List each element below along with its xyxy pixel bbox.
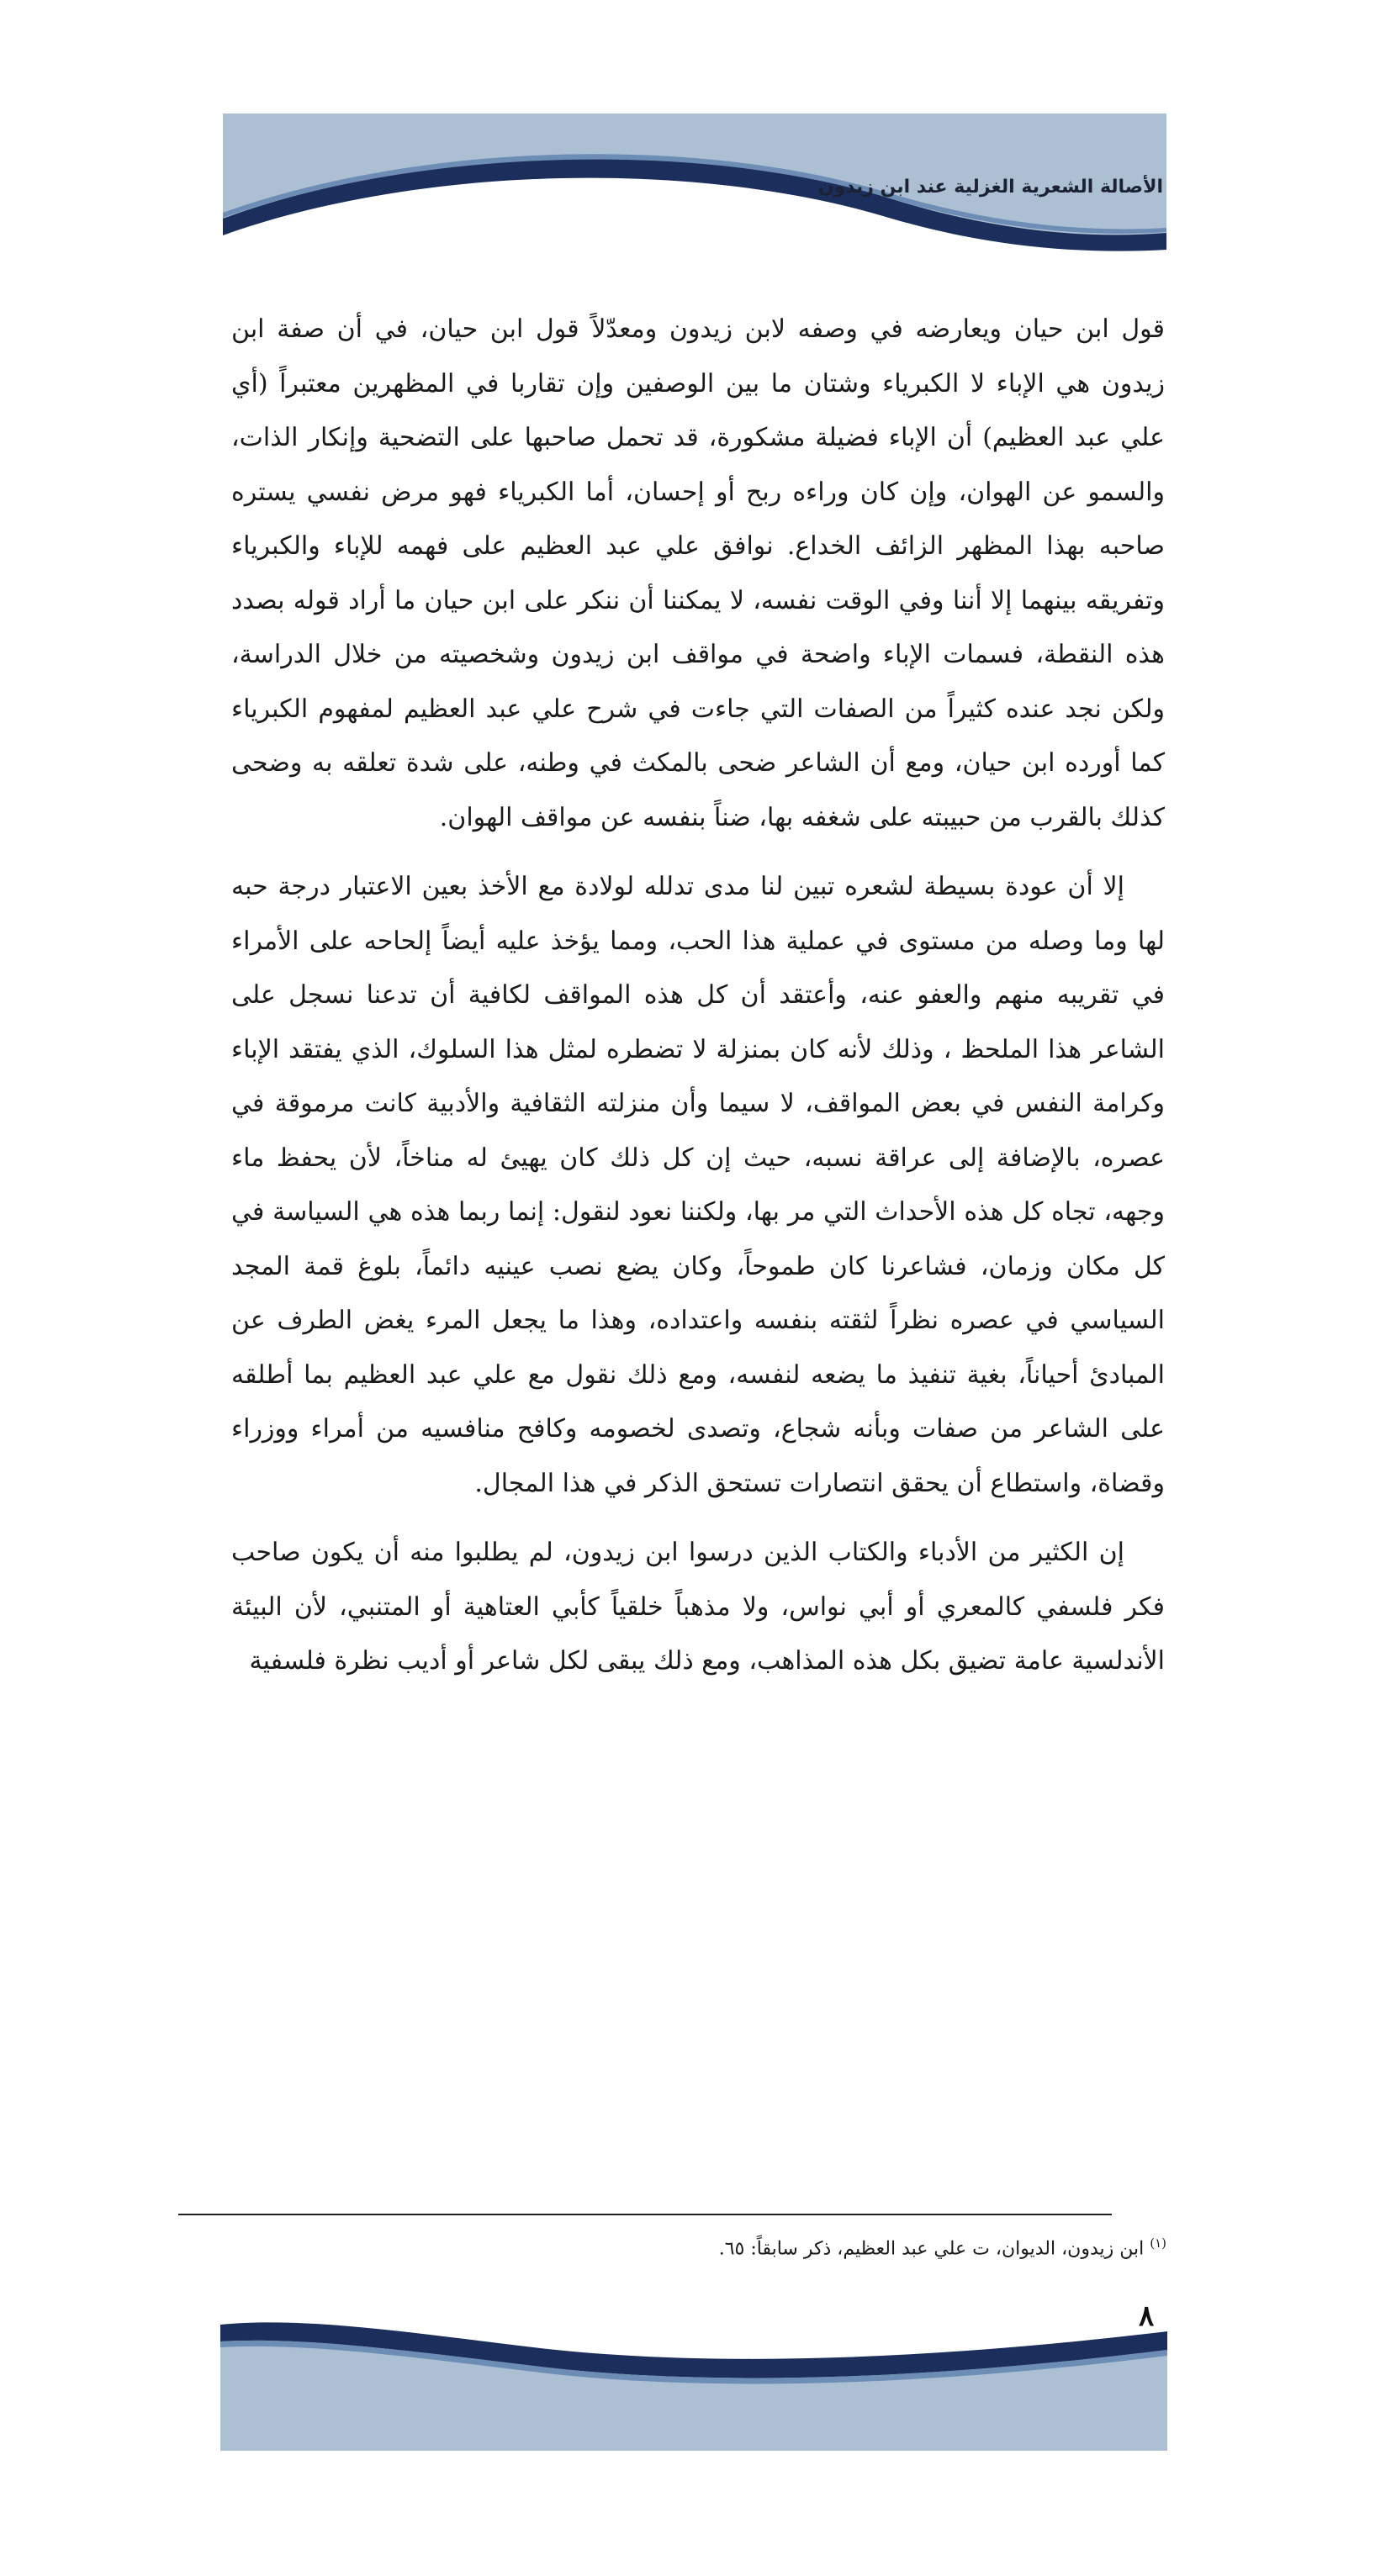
footer-wave-decoration xyxy=(220,2274,1167,2451)
footer-band xyxy=(220,2274,1167,2451)
paragraph-1: قول ابن حيان ويعارضه في وصفه لابن زيدون ومعدّلاً قول ابن حيان، في أن صفة ابن زيدون هي الإباء لا الكبرياء وشتان ما بين الوصفين وإن تقاربا في المظهرين معتبراً (أي علي عبد العظيم) أن الإباء فضيلة مشكورة، قد تحمل صاحبها على التضحية وإنكار الذات، والسمو عن الهوان، وإن كان وراءه ربح أو إحسان، أما الكبرياء فهو مرض نفسي يستره صاحبه بهذا المظهر الزائف الخداع. نوافق علي عبد العظيم على فهمه للإباء والكبرياء وتفريقه بينهما إلا أننا وفي الوقت نفسه، لا يمكننا أن ننكر على ابن حيان ما أراد قوله بصدد هذه النقطة، فسمات الإباء واضحة في مواقف ابن زيدون وشخصيته من خلال الدراسة، ولكن نجد عنده كثيراً من الصفات التي جاءت في شرح علي عبد العظيم لمفهوم الكبرياء كما أورده ابن حيان، ومع أن الشاعر ضحى بالمكث في وطنه، على شدة تعلقه به وضحى كذلك بالقرب من حبيبته على شغفه بها، ضناً بنفسه عن مواقف الهوان. xyxy=(231,314,1165,832)
header-wave-decoration xyxy=(223,113,1166,282)
body-text xyxy=(231,303,1165,1704)
header-band xyxy=(223,113,1166,282)
footnote xyxy=(231,2228,1166,2264)
footnote-marker: (١) xyxy=(1150,2236,1166,2251)
running-header-title: الأصالة الشعرية الغزلية عند ابن زيدون xyxy=(817,177,1163,198)
footnote-divider xyxy=(178,2214,1112,2215)
page-number: ٨ xyxy=(1139,2299,1155,2333)
footnote-text: ابن زيدون، الديوان، ت علي عبد العظيم، ذكر سابقاً: ٦٥. xyxy=(718,2238,1145,2260)
paragraph-2: إلا أن عودة بسيطة لشعره تبين لنا مدى تدلله لولادة مع الأخذ بعين الاعتبار درجة حبه لها وما وصله من مستوى في عملية هذا الحب، ومما يؤخذ عليه أيضاً إلحاحه على الأمراء في تقريبه منهم والعفو عنه، وأعتقد أن كل هذه المواقف لكافية أن تدعنا نسجل على الشاعر هذا الملحظ ، وذلك لأنه كان بمنزلة لا تضطره لمثل هذا السلوك، الذي يفتقد الإباء وكرامة النفس في بعض المواقف، لا سيما وأن منزلته الثقافية والأدبية كانت مرموقة في عصره، بالإضافة إلى عراقة نسبه، حيث إن كل ذلك كان يهيئ له مناخاً، لأن يحفظ ماء وجهه، تجاه كل هذه الأحداث التي مر بها، ولكننا نعود لنقول: إنما ربما هذه هي السياسة في كل مكان وزمان، فشاعرنا كان طموحاً، وكان يضع نصب عينيه دائماً، بلوغ قمة المجد السياسي في عصره نظراً لثقته بنفسه واعتداده، وهذا ما يجعل المرء يغض الطرف عن المبادئ أحياناً، بغية تنفيذ ما يضعه لنفسه، ومع ذلك نقول مع علي عبد العظيم بما أطلقه على الشاعر من صفات وبأنه شجاع، وتصدى لخصومه وكافح منافسيه من أمراء ووزراء وقضاة، واستطاع أن يحقق انتصارات تستحق الذكر في هذا المجال. xyxy=(231,872,1165,1498)
paragraph-3: إن الكثير من الأدباء والكتاب الذين درسوا ابن زيدون، لم يطلبوا منه أن يكون صاحب فكر فلسفي كالمعري أو أبي نواس، ولا مذهباً خلقياً كأبي العتاهية أو المتنبي، لأن البيئة الأندلسية عامة تضيق بكل هذه المذاهب، ومع ذلك يبقى لكل شاعر أو أديب نظرة فلسفية xyxy=(231,1538,1165,1676)
